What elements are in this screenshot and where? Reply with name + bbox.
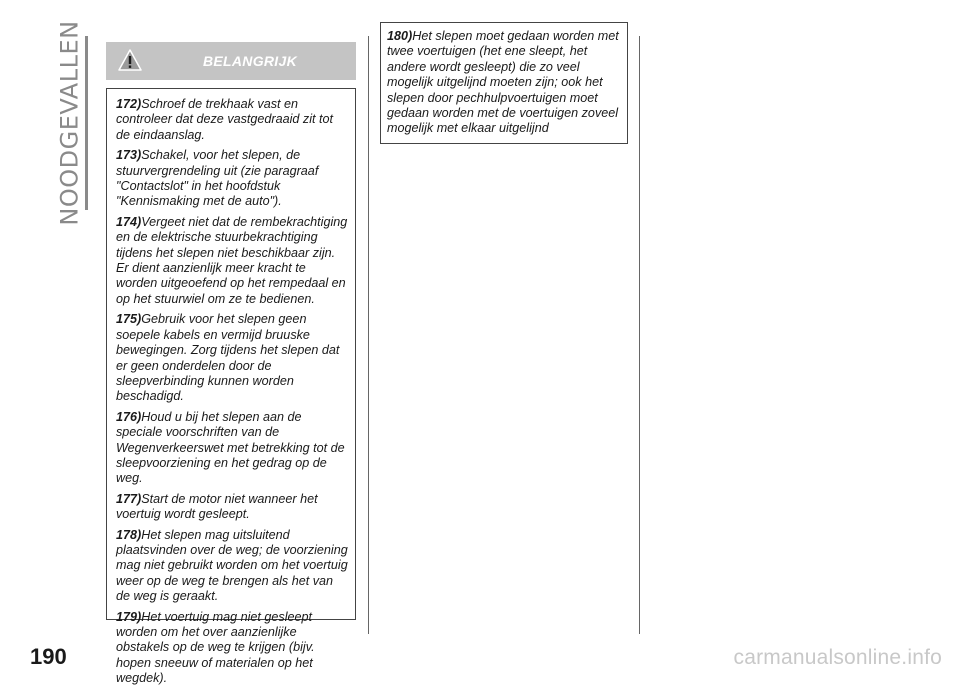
warning-note — [116, 215, 349, 307]
warning-note — [387, 29, 623, 137]
column-divider-2 — [639, 36, 640, 634]
note-text: Schroef de trekhaak vast en controleer dat deze vastgedraaid zit tot de eindaanslag. — [116, 97, 334, 142]
note-number: 173) — [116, 148, 142, 163]
note-text: Gebruik voor het slepen geen soepele kabels en vermijd bruuske bewegingen. Zorg tijdens het slepen dat er geen onderdelen door de sleepverbinding kunnen worden beschadigd. — [116, 312, 340, 404]
note-text: Het slepen mag uitsluitend plaatsvinden over de weg; de voorziening mag niet gebruikt worden om het voertuig weer op de weg te brengen als het van de weg is geraakt. — [116, 527, 348, 604]
note-number: 172) — [116, 97, 142, 111]
note-number: 177) — [116, 491, 142, 506]
warning-title: BELANGRIJK — [202, 53, 297, 69]
note-number: 174) — [116, 214, 142, 229]
continuation-box — [380, 22, 628, 144]
note-number: 175) — [116, 312, 142, 327]
note-text: Schakel, voor het slepen, de stuurvergrendeling uit (zie paragraaf "Contactslot" in het hoofdstuk "Kennismaking met de auto"). — [116, 148, 319, 209]
watermark: carmanualsonline.info — [733, 646, 942, 669]
section-title — [50, 20, 90, 226]
note-text: Het slepen moet gedaan worden met twee voertuigen (het ene sleept, het andere wordt gesleept) die zo veel mogelijk uitgelijnd moeten zijn; ook het slepen door pechhulpvoertuigen moet gedaan worden met de voertuigen zoveel mogelijk met elkaar uitgelijnd — [387, 29, 619, 136]
note-text: Het voertuig mag niet gesleept worden om het over aanzienlijke obstakels op de weg te krijgen (bijv. hopen sneeuw of materialen op het wegdek). — [116, 609, 315, 686]
warning-note — [116, 148, 349, 210]
page-number: 190 — [30, 644, 67, 669]
warning-note — [116, 410, 349, 487]
note-text: Houd u bij het slepen aan de speciale voorschriften van de Wegenverkeerswet met betrekking tot de sleepvoorziening en het gedrag op de weg. — [116, 409, 345, 486]
warning-note — [116, 528, 349, 605]
warning-box — [106, 88, 356, 686]
column-divider-1 — [368, 36, 369, 634]
warning-note — [116, 610, 349, 687]
note-number: 176) — [116, 409, 142, 424]
note-number: 180) — [387, 29, 413, 43]
note-number: 178) — [116, 527, 142, 542]
note-number: 179) — [116, 609, 142, 624]
warning-note — [116, 492, 349, 523]
note-text: Start de motor niet wanneer het voertuig wordt gesleept. — [116, 491, 318, 522]
section-title-text: NOODGEVALLEN — [56, 20, 85, 226]
section-title-rule — [85, 36, 88, 210]
warning-note — [116, 312, 349, 404]
warning-header — [106, 42, 356, 80]
note-text: Vergeet niet dat de rembekrachtiging en de elektrische stuurbekrachtiging tijdens het slepen niet beschikbaar zijn. Er dient aanzienlijk meer kracht te worden uitgeoefend op het rempedaal en op het stuurwiel om ze te bedienen. — [116, 214, 348, 306]
warning-note — [116, 97, 349, 143]
